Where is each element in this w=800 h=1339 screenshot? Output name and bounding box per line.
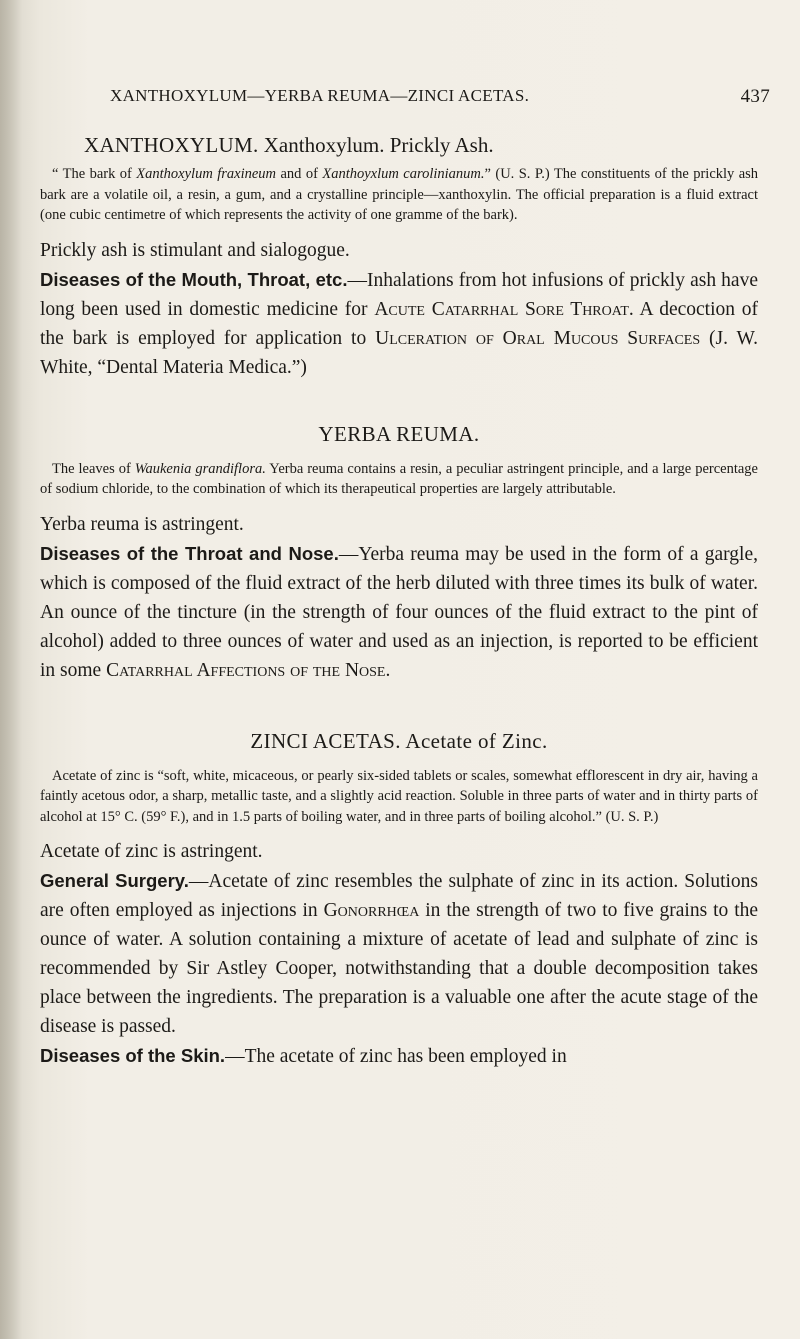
description-text: and of <box>280 166 318 182</box>
page-content <box>40 133 758 1071</box>
therapeutics-paragraph <box>40 539 758 685</box>
disease-heading: General Surgery. <box>40 870 189 891</box>
body-text: —Inhalations from hot infusions of prickly ash have long been used in domestic medicine for <box>40 269 758 320</box>
body-text: (J. W. White, “Dental Materia Medica.”) <box>40 327 758 378</box>
section-xanthoxylum <box>40 133 758 382</box>
section-yerba-reuma <box>40 422 758 685</box>
action-statement: Yerba reuma is astringent. <box>40 513 244 535</box>
running-head-title: XANTHOXYLUM—YERBA REUMA—ZINCI ACETAS. <box>110 86 530 105</box>
body-text: —Acetate of zinc resembles the sulphate of zinc in its action. Solutions are often employed as injections in <box>40 871 758 921</box>
description-text: “ The bark of <box>52 166 132 182</box>
therapeutics-paragraph <box>40 866 758 1041</box>
small-caps-term: Acute Catarrhal Sore Throat. <box>374 298 634 320</box>
action-statement: Acetate of zinc is astringent. <box>40 841 263 862</box>
body-text: in the strength of two to five grains to the ounce of water. A solution containing a mixture of acetate of lead and sulphate of zinc is recommended by Sir Astley Cooper, notwithstanding that a double decomposition takes place between the ingredients. The preparation is a valuable one after the acute stage of the disease is passed. <box>40 900 759 1037</box>
description-paragraph: Acetate of zinc is “soft, white, micaceous, or pearly six-sided tablets or scales, somewhat efflorescent in dry air, having a faintly acetous odor, a sharp, metallic taste, and a slightly acid reaction. Soluble in three parts of water and in thirty parts of alcohol at 15° C. (59° F.), and in 1.5 parts of boiling water, and in three parts of boiling alcohol.” (U. S. P.) <box>40 767 758 825</box>
section-zinci-acetas <box>40 729 758 1072</box>
disease-heading: Diseases of the Skin. <box>40 1045 226 1066</box>
species-name: Waukenia grandiflora. <box>134 460 266 477</box>
entry-title-xanthoxylum <box>40 133 758 158</box>
small-caps-term: Catarrhal Affections of the Nose. <box>106 659 391 681</box>
disease-heading: Diseases of the Throat and Nose. <box>40 542 339 564</box>
body-text: —Yerba reuma may be used in the form of a gargle, which is composed of the fluid extract of the herb diluted with three times its bulk of water. An ounce of the tincture (in the strength of four ounces of the fluid extract to the pint of alcohol) added to three ounces of water and used as an injection, is reported to be efficient in some <box>40 543 758 681</box>
entry-title-main: XANTHOXYLUM. <box>84 133 259 157</box>
entry-title-zinci-acetas <box>40 729 758 754</box>
therapeutics-paragraph <box>40 265 758 382</box>
species-name: Xanthoxylum fraxineum <box>136 166 277 182</box>
body-text: —The acetate of zinc has been employed in <box>225 1046 567 1067</box>
gutter-shadow <box>0 0 22 1339</box>
description-paragraph <box>40 164 758 226</box>
page-number: 437 <box>740 86 770 107</box>
entry-title-yerba-reuma: YERBA REUMA. <box>318 421 480 446</box>
action-statement: Prickly ash is stimulant and sialogogue. <box>40 239 350 261</box>
body-text: A decoction of the bark is employed for application to <box>40 298 759 349</box>
description-paragraph <box>40 459 758 500</box>
description-text: ” (U. S. P.) The constituents of the prickly ash bark are a volatile oil, a resin, a gum, and a crystalline principle—xanthoxylin. The official preparation is a fluid extract (one cubic centimetre of which represents the activity of one gramme of the bark). <box>40 166 759 223</box>
entry-title-rest: Xanthoxylum. Prickly Ash. <box>263 133 494 157</box>
disease-heading: Diseases of the Mouth, Throat, etc. <box>40 268 348 290</box>
small-caps-term: Gonorrhœa <box>323 900 420 921</box>
description-text: Yerba reuma contains a resin, a peculiar astringent principle, and a large percentage of sodium chloride, to the combination of which its therapeutical properties are largely attributable. <box>40 460 758 497</box>
therapeutics-paragraph <box>40 1041 758 1071</box>
small-caps-term: Ulceration of Oral Mucous Surfaces <box>375 327 701 349</box>
entry-title-main: ZINCI ACETAS. <box>250 728 401 753</box>
description-text: The leaves of <box>52 460 131 477</box>
entry-title-rest: Acetate of Zinc. <box>405 728 548 753</box>
species-name: Xanthoyxlum carolinianum. <box>322 166 485 182</box>
